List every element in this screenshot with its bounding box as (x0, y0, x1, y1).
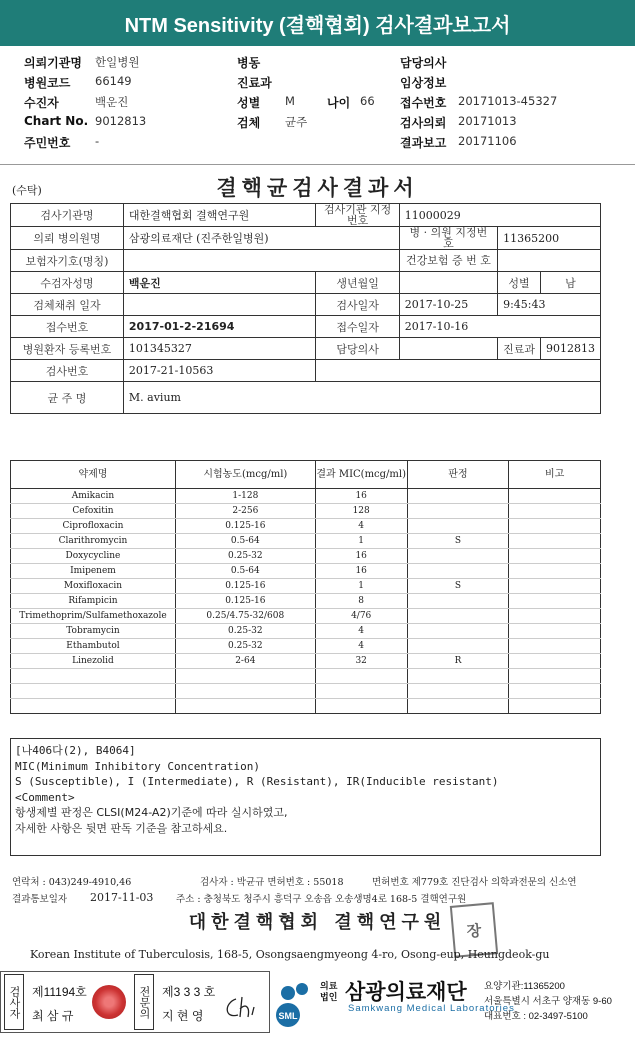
drug-interp (407, 489, 509, 504)
sex-label: 성별 (498, 272, 541, 294)
receipt-no-label: 접수번호 (400, 96, 447, 110)
resident-no-label: 주민번호 (24, 136, 71, 150)
species-label: 균 주 명 (11, 382, 124, 414)
scanned-report (0, 170, 635, 970)
test-no-label: 검사번호 (11, 360, 124, 382)
corp-prefix: 의료 법인 (320, 981, 338, 1002)
tester-label-text: 검사자 (8, 985, 20, 1019)
report-date-label: 결과통보일자 (12, 894, 68, 905)
drug-row (11, 579, 601, 594)
empty-cell (509, 699, 601, 714)
header-row (0, 74, 635, 92)
drug-interp: S (407, 579, 509, 594)
signature-scribble-icon (222, 993, 266, 1023)
drug-interp: S (407, 534, 509, 549)
drug-row (11, 654, 601, 669)
doctor-value (399, 338, 497, 360)
drug-range: 0.5-64 (175, 534, 315, 549)
drug-mic: 16 (315, 549, 407, 564)
col-range: 시험농도(mcg/ml) (175, 461, 315, 489)
chart-no-label: Chart No. (24, 114, 89, 128)
drug-row (11, 624, 601, 639)
drug-range: 0.125-16 (175, 579, 315, 594)
drug-mic: 32 (315, 654, 407, 669)
drug-range: 2-256 (175, 504, 315, 519)
report-date-value: 2017-11-03 (90, 891, 154, 904)
ward-label: 병동 (237, 56, 261, 70)
species-value: M. avium (123, 382, 600, 414)
patient-value: 백운진 (123, 272, 316, 294)
note-line: S (Susceptible), I (Intermediate), R (Resistant), IR(Inducible resistant) (15, 775, 499, 788)
drug-row (11, 549, 601, 564)
drug-drug: Imipenem (11, 564, 176, 579)
patient-label: 수검자성명 (11, 272, 124, 294)
drug-range: 0.25-32 (175, 549, 315, 564)
drug-mic: 8 (315, 594, 407, 609)
drug-remark (509, 519, 601, 534)
empty-cell (407, 684, 509, 699)
patient-value: 백운진 (95, 95, 129, 109)
col-remark: 비고 (509, 461, 601, 489)
empty-row (11, 669, 601, 684)
dept-value: 9012813 (540, 338, 600, 360)
note-line: <Comment> (15, 790, 75, 804)
sex-label: 성별 (237, 96, 261, 110)
logo-text: SML (278, 1011, 298, 1021)
hosp-code-value: 11365200 (498, 227, 601, 250)
empty-cell (11, 669, 176, 684)
empty-row (11, 699, 601, 714)
drug-drug: Ethambutol (11, 639, 176, 654)
drug-range: 0.25/4.75-32/608 (175, 609, 315, 624)
drug-row (11, 639, 601, 654)
corp-address: 서울특별시 서초구 양재동 9-60 (484, 996, 612, 1007)
drug-remark (509, 534, 601, 549)
contact: 연락처 : 043)249-4910,46 (12, 877, 132, 888)
institute-name: 대한결핵협회 결핵연구원 (188, 912, 447, 933)
sex-value: M (285, 94, 295, 108)
tester-name: 최 삼 규 (32, 1009, 74, 1023)
header-row (0, 134, 635, 152)
hospital-value: 삼광의료재단 (진주한일병원) (123, 227, 399, 250)
empty-cell (407, 699, 509, 714)
patient-label: 수진자 (24, 96, 59, 110)
corp-phone: 대표번호 : 02-3497-5100 (484, 1011, 588, 1022)
note-line: [나406다(2), B4064] (15, 744, 136, 757)
header-row (0, 94, 635, 112)
specialist-name: 지 현 영 (162, 1009, 204, 1023)
institute-english: Korean Institute of Tuberculosis, 168-5, Osongsaengmyeong 4-ro, Osong-eup, Heungdeok-gu (30, 948, 550, 961)
empty-row (11, 684, 601, 699)
drug-interp (407, 639, 509, 654)
age-value: 66 (360, 94, 375, 108)
drug-range: 0.25-32 (175, 639, 315, 654)
drug-range: 1-128 (175, 489, 315, 504)
drug-interp (407, 594, 509, 609)
specimen-value: 균주 (285, 115, 308, 129)
drug-sensitivity-table (10, 460, 601, 714)
drug-remark (509, 654, 601, 669)
hospital-label: 의뢰 병의원명 (11, 227, 124, 250)
test-no-value: 2017-21-10563 (123, 360, 316, 382)
header-row (0, 54, 635, 72)
receipt-no-value: 20171013-45327 (458, 94, 558, 108)
empty-cell (509, 684, 601, 699)
specialist-no: 제3 3 3 호 (162, 985, 216, 999)
report-date-label: 결과보고 (400, 136, 447, 150)
test-time-value: 9:45:43 (498, 294, 601, 316)
doctor-label: 담당의사 (400, 56, 447, 70)
drug-row (11, 534, 601, 549)
drug-interp (407, 549, 509, 564)
institution-value: 한일병원 (95, 55, 140, 69)
notes-box (10, 738, 601, 856)
drug-drug: Clarithromycin (11, 534, 176, 549)
drug-interp (407, 504, 509, 519)
drug-drug: Doxycycline (11, 549, 176, 564)
receipt-label: 접수번호 (11, 316, 124, 338)
test-date-value: 2017-10-25 (399, 294, 497, 316)
request-date-label: 검사의뢰 (400, 116, 447, 130)
drug-row (11, 594, 601, 609)
official-seal: 장 (450, 902, 498, 958)
receipt-date-label: 접수일자 (316, 316, 399, 338)
drug-drug: Tobramycin (11, 624, 176, 639)
empty-cell (175, 684, 315, 699)
corp-name: 삼광의료재단 (345, 981, 467, 1004)
drug-mic: 128 (315, 504, 407, 519)
drug-interp (407, 564, 509, 579)
inst-code-label: 검사기관 지정번호 (316, 204, 399, 227)
report-title-bar (0, 0, 635, 46)
drug-mic: 4 (315, 639, 407, 654)
empty-cell (315, 669, 407, 684)
inst-code-value: 11000029 (399, 204, 600, 227)
empty-cell (315, 684, 407, 699)
header-row (0, 114, 635, 132)
institution-label: 의뢰기관명 (24, 56, 82, 70)
drug-drug: Moxifloxacin (11, 579, 176, 594)
col-mic: 결과 MIC(mcg/ml) (315, 461, 407, 489)
drug-remark (509, 624, 601, 639)
resident-no-value: - (95, 134, 100, 148)
hospital-code-value: 66149 (95, 74, 132, 88)
institution-code: 요양기관:11365200 (484, 981, 565, 992)
institution-label: 검사기관명 (11, 204, 124, 227)
reg-label: 병원환자 등록번호 (11, 338, 124, 360)
drug-drug: Linezolid (11, 654, 176, 669)
birth-label: 생년월일 (316, 272, 399, 294)
drug-row (11, 609, 601, 624)
examiner: 검사자 : 박균규 면허번호 : 55018 (200, 877, 344, 888)
drug-range: 0.125-16 (175, 519, 315, 534)
age-label: 나이 (327, 96, 351, 110)
empty-cell (315, 699, 407, 714)
sex-value: 남 (540, 272, 600, 294)
request-date-value: 20171013 (458, 114, 517, 128)
drug-drug: Amikacin (11, 489, 176, 504)
drug-remark (509, 549, 601, 564)
note-line: MIC(Minimum Inhibitory Concentration) (15, 759, 261, 773)
hosp-code-label: 병 · 의원 지정번호 (399, 227, 497, 250)
consignment-label: (수탁) (12, 184, 42, 197)
dept-label: 진료과 (498, 338, 541, 360)
signature-bar (0, 971, 635, 1038)
drug-range: 0.5-64 (175, 564, 315, 579)
specimen-label: 검체 (237, 116, 261, 130)
institution-value: 대한결핵협회 결핵연구원 (123, 204, 316, 227)
note-line: 자세한 사항은 뒷면 판독 기준을 참고하세요. (15, 821, 228, 835)
drug-mic: 4 (315, 519, 407, 534)
drug-drug: Cefoxitin (11, 504, 176, 519)
document-title: 결핵균검사결과서 (216, 175, 419, 200)
drug-interp (407, 609, 509, 624)
collect-value (123, 294, 316, 316)
specialist-label (134, 974, 154, 1030)
col-drug: 약제명 (11, 461, 176, 489)
empty-cell (175, 669, 315, 684)
reg-value: 101345327 (123, 338, 316, 360)
drug-remark (509, 639, 601, 654)
empty-cell (509, 669, 601, 684)
doctor-label: 담당의사 (316, 338, 399, 360)
tester-no: 제11194호 (32, 985, 87, 999)
license: 면허번호 제779호 진단검사 의학과전문의 신소연 (372, 877, 577, 888)
drug-row (11, 519, 601, 534)
drug-mic: 4/76 (315, 609, 407, 624)
report-date-value: 20171106 (458, 134, 517, 148)
specialist-label-text: 전문의 (138, 985, 150, 1019)
receipt-value: 2017-01-2-21694 (123, 316, 316, 338)
patient-header (0, 50, 635, 165)
health-ins-value (498, 250, 601, 272)
chart-no-value: 9012813 (95, 114, 147, 128)
drug-drug: Rifampicin (11, 594, 176, 609)
drug-drug: Ciprofloxacin (11, 519, 176, 534)
department-label: 진료과 (237, 76, 272, 90)
drug-mic: 16 (315, 564, 407, 579)
drug-interp (407, 519, 509, 534)
hospital-code-label: 병원코드 (24, 76, 71, 90)
empty-cell (316, 360, 601, 382)
drug-mic: 1 (315, 579, 407, 594)
insurance-value (123, 250, 399, 272)
clinical-info-label: 임상정보 (400, 76, 447, 90)
drug-interp: R (407, 654, 509, 669)
empty-cell (175, 699, 315, 714)
tester-label (4, 974, 24, 1030)
corp-english: Samkwang Medical Laboratories (348, 1003, 515, 1014)
empty-cell (11, 684, 176, 699)
drug-remark (509, 594, 601, 609)
receipt-date-value: 2017-10-16 (399, 316, 600, 338)
address: 주소 : 충청북도 청주시 흥덕구 오송읍 오송생명4로 168-5 결핵연구원 (176, 894, 467, 905)
drug-row (11, 564, 601, 579)
birth-value (399, 272, 497, 294)
drug-range: 2-64 (175, 654, 315, 669)
drug-mic: 4 (315, 624, 407, 639)
col-interp: 판정 (407, 461, 509, 489)
collect-label: 검체채취 일자 (11, 294, 124, 316)
info-table (10, 203, 601, 414)
drug-row (11, 504, 601, 519)
drug-drug: Trimethoprim/Sulfamethoxazole (11, 609, 176, 624)
drug-remark (509, 564, 601, 579)
drug-remark (509, 609, 601, 624)
drug-remark (509, 489, 601, 504)
drug-mic: 16 (315, 489, 407, 504)
drug-row (11, 489, 601, 504)
insurance-label: 보험자기호(명칭) (11, 250, 124, 272)
drug-range: 0.125-16 (175, 594, 315, 609)
empty-cell (11, 699, 176, 714)
drug-mic: 1 (315, 534, 407, 549)
drug-remark (509, 504, 601, 519)
empty-cell (407, 669, 509, 684)
drug-range: 0.25-32 (175, 624, 315, 639)
note-line: 항생제별 판정은 CLSI(M24-A2)기준에 따라 실시하였고, (15, 806, 288, 819)
health-ins-label: 건강보험 증 번 호 (399, 250, 497, 272)
drug-interp (407, 624, 509, 639)
report-title: NTM Sensitivity (결핵협회) 검사결과보고서 (124, 14, 511, 37)
drug-remark (509, 579, 601, 594)
red-seal-icon (92, 985, 126, 1019)
test-date-label: 검사일자 (316, 294, 399, 316)
